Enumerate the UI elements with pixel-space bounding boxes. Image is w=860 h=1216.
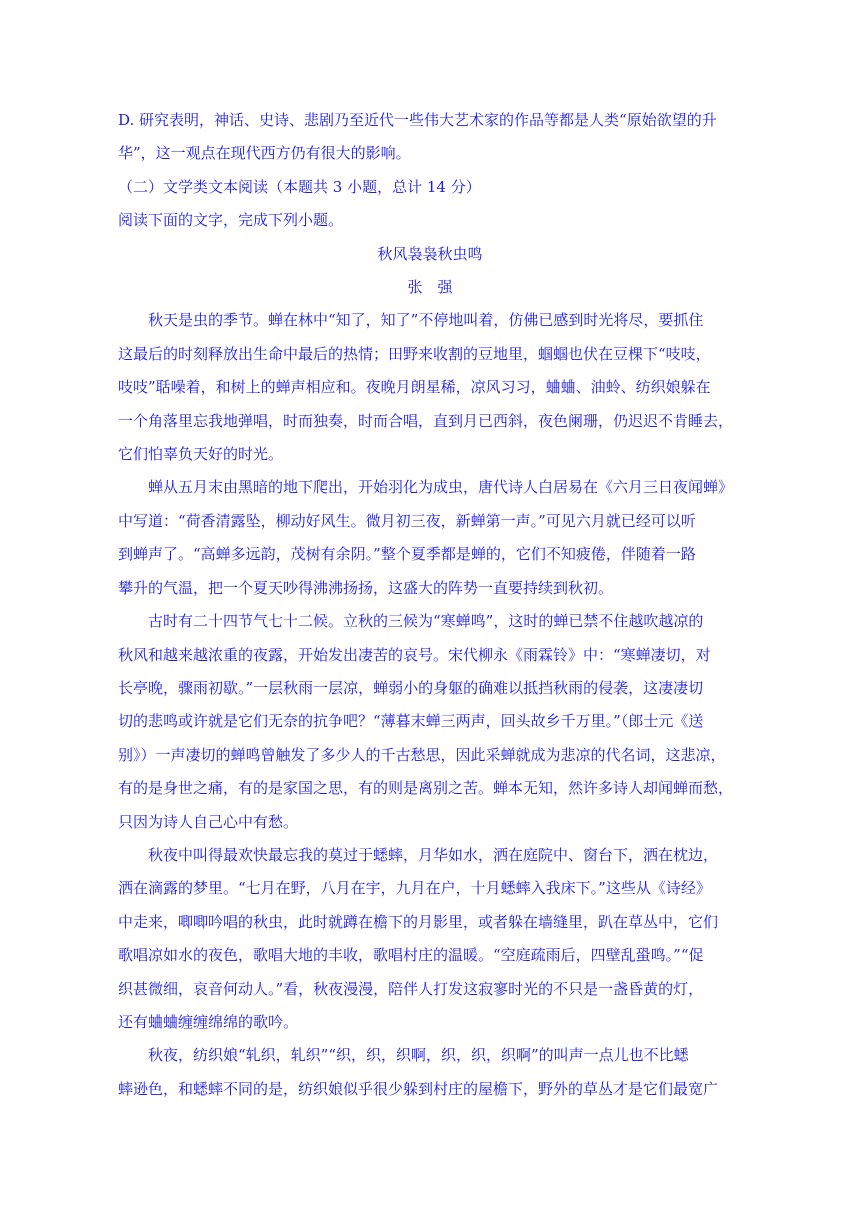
text-line: 这最后的时刻释放出生命中最后的热情；田野来收割的豆地里，蝈蝈也伏在豆棵下“吱吱， — [118, 344, 711, 363]
text-line: 吱吱”聒噪着，和树上的蝉声相应和。夜晚月朗星稀，凉风习习，蛐蛐、油蛉、纺织娘躲在 — [118, 378, 711, 397]
text-line: 秋风和越来越浓重的夜露，开始发出凄苦的哀号。宋代柳永《雨霖铃》中：“寒蝉凄切，对 — [118, 645, 711, 664]
text-line: 切的悲鸣或许就是它们无奈的抗争吧？“薄暮末蝉三两声，回头故乡千万里。”（郎士元《送 — [118, 712, 704, 731]
text-line: （二）文学类文本阅读（本题共 3 小题，总计 14 分） — [118, 177, 481, 196]
paragraph-1 — [118, 304, 742, 471]
text-line: D. 研究表明，神话、史诗、悲剧乃至近代一些伟大艺术家的作品等都是人类“原始欲望的升 — [118, 111, 717, 129]
text-line: 攀升的气温，把一个夏天吵得沸沸扬扬，这盛大的阵势一直要持续到秋初。 — [118, 578, 614, 597]
text-line: 到蝉声了。“高蝉多远韵，茂树有余阴。”整个夏季都是蝉的，它们不知疲倦，伴随着一路 — [118, 545, 696, 564]
text-line: 中写道：“荷香清露坠，柳动好风生。微月初三夜，新蝉第一声。”可见六月就已经可以听 — [118, 511, 696, 530]
text-line: 秋风袅袅秋虫鸣 — [377, 244, 483, 263]
text-line: 蟀逊色，和蟋蟀不同的是，纺织娘似乎很少躲到村庄的屋檐下，野外的草丛才是它们最宽广 — [118, 1079, 719, 1098]
text-line: 一个角落里忘我地弹唱，时而独奏，时而合唱，直到月已西斜，夜色阑珊，仍迟迟不肯睡去， — [118, 411, 734, 430]
text-line: 它们怕辜负天好的时光。 — [118, 445, 284, 464]
paragraph-4 — [118, 839, 742, 1039]
section-heading — [118, 171, 742, 204]
text-line: 秋天是虫的季节。蝉在林中“知了，知了”不停地叫着，仿佛已感到时光将尽，要抓住 — [148, 311, 704, 330]
paragraph-5 — [118, 1039, 742, 1106]
text-line: 秋夜中叫得最欢快最忘我的莫过于蟋蟀，月华如水，洒在庭院中、窗台下，洒在枕边， — [148, 845, 719, 864]
text-line: 中走来，唧唧吟唱的秋虫，此时就蹲在檐下的月影里，或者躲在墙缝里，趴在草丛中，它们 — [118, 912, 719, 931]
text-line: 古时有二十四节气七十二候。立秋的三候为“寒蝉鸣”，这时的蝉已禁不住越吹越凉的 — [148, 612, 704, 631]
text-line: 织甚微细，哀音何动人。”看，秋夜漫漫，陪伴人打发这寂寥时光的不只是一盏昏黄的灯， — [118, 979, 704, 998]
text-line: 蝉从五月末由黑暗的地下爬出，开始羽化为成虫，唐代诗人白居易在《六月三日夜闻蝉》 — [148, 478, 734, 497]
text-line: 华”，这一观点在现代西方仍有很大的影响。 — [118, 144, 411, 163]
paragraph-3 — [118, 605, 742, 839]
text-line: 秋夜，纺织娘“轧织，轧织”“织，织，织啊，织，织，织啊”的叫声一点儿也不比蟋 — [148, 1046, 689, 1065]
text-line: 洒在滴露的梦里。“七月在野，八月在宇，九月在户，十月蟋蟀入我床下。”这些从《诗经》 — [118, 879, 711, 898]
text-line: 还有蛐蛐缠缠绵绵的歌吟。 — [118, 1012, 299, 1031]
essay-title — [118, 238, 742, 271]
text-line: 只因为诗人自己心中有愁。 — [118, 812, 299, 831]
text-line: 有的是身世之痛，有的是家国之思，有的则是离别之苦。蝉本无知，然许多诗人却闻蝉而愁， — [118, 779, 734, 798]
essay-author — [118, 271, 742, 304]
text-line: 张 强 — [407, 278, 453, 297]
text-line: 阅读下面的文字，完成下列小题。 — [118, 211, 344, 230]
paragraph-2 — [118, 471, 742, 605]
reading-instruction — [118, 204, 742, 237]
text-line: 长亭晚，骤雨初歇。”一层秋雨一层凉，蝉弱小的身躯的确难以抵挡秋雨的侵袭，这凄凄切 — [118, 678, 704, 697]
text-line: 别》）一声凄切的蝉鸣曾触发了多少人的千古愁思，因此采蝉就成为悲凉的代名词，这悲凉， — [118, 745, 726, 764]
text-line: 歌唱凉如水的夜色，歌唱大地的丰收，歌唱村庄的温暖。“空庭疏雨后，四壁乱蛩鸣。”“促 — [118, 946, 704, 965]
option-d — [118, 104, 742, 171]
